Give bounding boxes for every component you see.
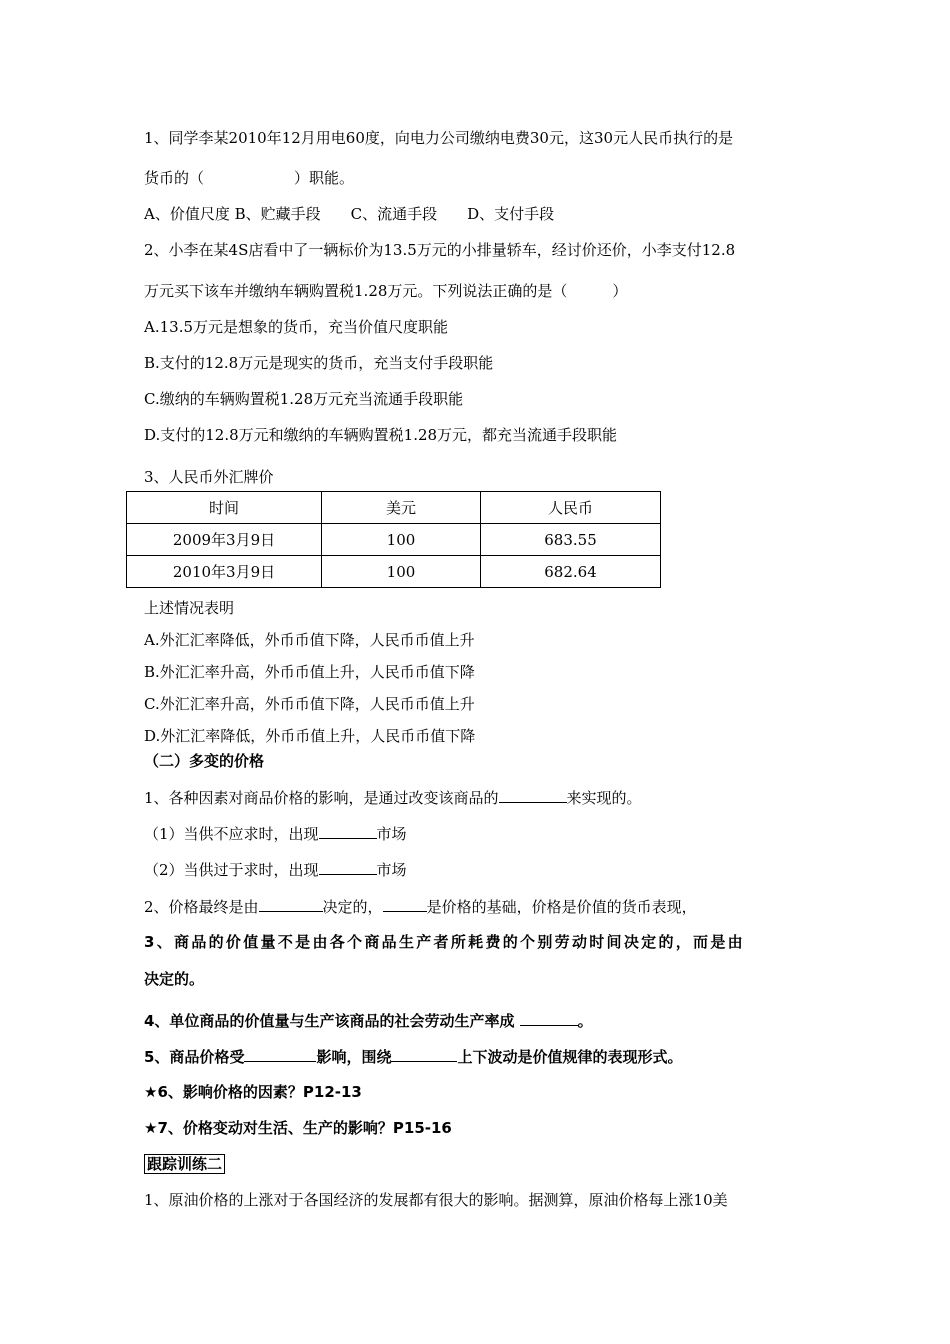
price-point-4-pre: 4、单位商品的价值量与生产该商品的社会劳动生产率成 xyxy=(144,1012,520,1030)
price-point-1-2 xyxy=(144,859,407,880)
section-heading-price: （二）多变的价格 xyxy=(144,752,265,770)
table-cell: 100 xyxy=(322,524,481,556)
table-cell: 682.64 xyxy=(481,556,661,588)
price-point-7: ★7、价格变动对生活、生产的影响？P15-16 xyxy=(144,1119,452,1137)
price-point-3-line2: 决定的。 xyxy=(144,970,205,988)
q2-option-a: A.13.5万元是想象的货币，充当价值尺度职能 xyxy=(144,318,449,336)
q1-line1: 1、同学李某2010年12月用电60度，向电力公司缴纳电费30元，这30元人民币执行的是 xyxy=(144,129,734,147)
q3-option-d: D.外汇汇率降低，外币币值上升，人民币币值下降 xyxy=(144,727,476,745)
price-point-2-pre: 2、价格最终是由 xyxy=(144,898,259,916)
table-row xyxy=(127,524,661,556)
exchange-rate-table xyxy=(126,491,661,588)
practice-heading-box: 跟踪训练二 xyxy=(144,1154,225,1174)
fill-blank xyxy=(383,896,427,912)
price-point-2-mid: 决定的， xyxy=(322,898,383,916)
q3-option-b: B.外汇汇率升高，外币币值上升，人民币币值下降 xyxy=(144,663,475,681)
table-cell: 2010年3月9日 xyxy=(127,556,322,588)
price-point-5-pre: 5、商品价格受 xyxy=(144,1048,245,1066)
price-point-1-2-post: 市场 xyxy=(376,861,407,879)
price-point-5 xyxy=(144,1046,682,1067)
table-header-cell: 美元 xyxy=(322,492,481,524)
q3-title: 3、人民币外汇牌价 xyxy=(144,468,274,486)
fill-blank xyxy=(391,1046,457,1062)
price-point-5-post: 上下波动是价值规律的表现形式。 xyxy=(457,1048,683,1066)
price-point-3-line1: 3、商品的价值量不是由各个商品生产者所耗费的个别劳动时间决定的，而是由 xyxy=(144,933,745,951)
fill-blank xyxy=(319,859,377,875)
q2-option-d: D.支付的12.8万元和缴纳的车辆购置税1.28万元，都充当流通手段职能 xyxy=(144,426,618,444)
q1-line2-pre: 货币的（ xyxy=(144,169,205,187)
q1-line2-post: ）职能。 xyxy=(294,169,355,187)
section-heading-practice xyxy=(144,1154,225,1174)
table-cell: 683.55 xyxy=(481,524,661,556)
table-cell: 100 xyxy=(322,556,481,588)
price-point-1-1-pre: （1）当供不应求时，出现 xyxy=(144,825,319,843)
fill-blank xyxy=(259,896,323,912)
fill-blank xyxy=(520,1010,578,1026)
price-point-6: ★6、影响价格的因素？P12-13 xyxy=(144,1083,362,1101)
table-header-row xyxy=(127,492,661,524)
q2-line1: 2、小李在某4S店看中了一辆标价为13.5万元的小排量轿车，经讨价还价，小李支付12.8 xyxy=(144,241,736,259)
q1-line2 xyxy=(144,168,354,188)
price-point-4 xyxy=(144,1010,593,1031)
table-cell: 2009年3月9日 xyxy=(127,524,322,556)
table-header-cell: 时间 xyxy=(127,492,322,524)
price-point-1-post: 来实现的。 xyxy=(566,789,642,807)
price-point-1-1 xyxy=(144,823,407,844)
price-point-4-post: 。 xyxy=(577,1012,593,1030)
q3-option-a: A.外汇汇率降低，外币币值下降，人民币币值上升 xyxy=(144,631,475,649)
q1-options: A、价值尺度 B、贮藏手段 C、流通手段 D、支付手段 xyxy=(144,205,555,223)
fill-blank xyxy=(499,787,567,803)
price-point-5-mid: 影响，围绕 xyxy=(316,1048,392,1066)
fill-blank xyxy=(244,1046,316,1062)
price-point-2 xyxy=(144,896,697,917)
table-header-cell: 人民币 xyxy=(481,492,661,524)
q2-line2: 万元买下该车并缴纳车辆购置税1.28万元。下列说法正确的是（ ） xyxy=(144,282,628,300)
price-point-1-1-post: 市场 xyxy=(376,825,407,843)
table-row xyxy=(127,556,661,588)
price-point-1 xyxy=(144,787,642,808)
q2-option-b: B.支付的12.8万元是现实的货币，充当支付手段职能 xyxy=(144,354,494,372)
price-point-1-pre: 1、各种因素对商品价格的影响，是通过改变该商品的 xyxy=(144,789,499,807)
q3-option-c: C.外汇汇率升高，外币币值下降，人民币币值上升 xyxy=(144,695,475,713)
price-point-1-2-pre: （2）当供过于求时，出现 xyxy=(144,861,319,879)
q3-stem: 上述情况表明 xyxy=(144,599,235,617)
practice-q1: 1、原油价格的上涨对于各国经济的发展都有很大的影响。据测算，原油价格每上涨10美 xyxy=(144,1191,728,1209)
q2-option-c: C.缴纳的车辆购置税1.28万元充当流通手段职能 xyxy=(144,390,464,408)
price-point-2-post: 是价格的基础，价格是价值的货币表现， xyxy=(426,898,697,916)
fill-blank xyxy=(319,823,377,839)
